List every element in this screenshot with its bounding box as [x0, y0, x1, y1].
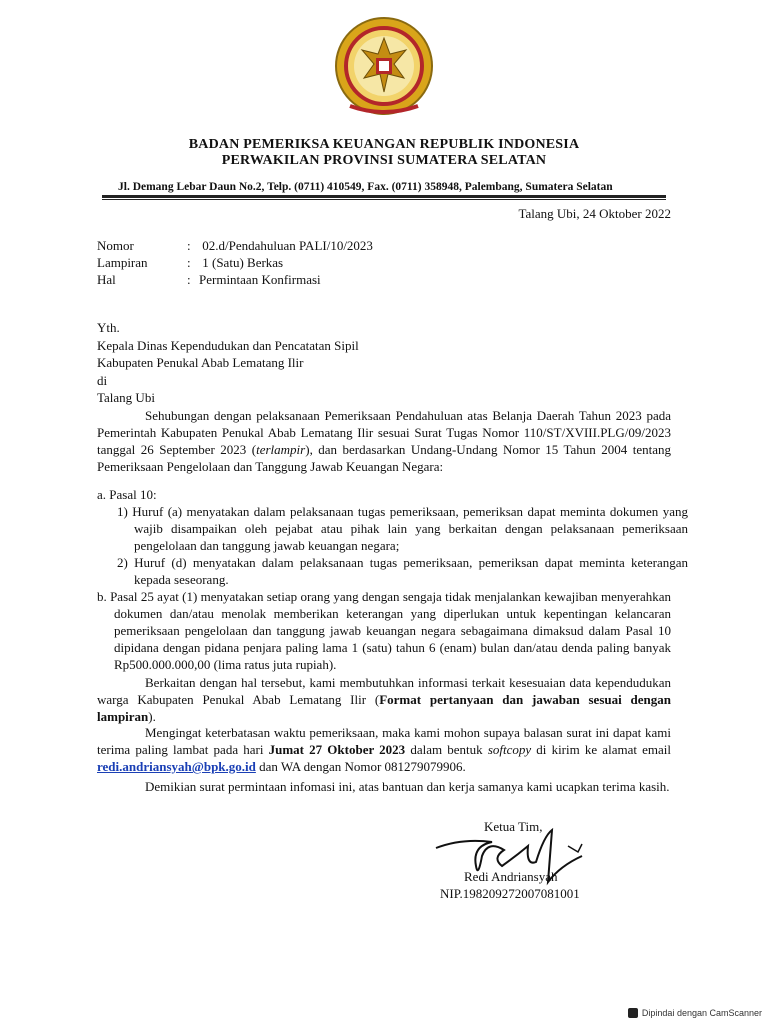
meta-nomor: Nomor : 02.d/Pendahuluan PALI/10/2023	[97, 238, 373, 253]
camscanner-icon	[628, 1008, 638, 1018]
header-address: Jl. Demang Lebar Daun No.2, Telp. (0711) 410549, Fax. (0711) 358948, Palembang, Sumatera Selatan	[118, 181, 613, 193]
signature-nip: NIP.198209272007081001	[440, 886, 580, 901]
recipient-line: Yth.	[97, 320, 120, 335]
list-item-a2: 2) Huruf (d) menyatakan dalam pelaksanaan tugas pemeriksaan, pemeriksan dapat meminta keterangan kepada seseorang.	[117, 555, 688, 587]
list-item-b: b. Pasal 25 ayat (1) menyatakan setiap orang yang dengan sengaja tidak menjalankan kewajiban menyerahkan dokumen dan/atau menolak memberikan keterangan yang diperlukan untuk kepentingan kelancaran pemeriksaan pengelolaan dan tanggung jawab keuangan negara sebagaimana dimaksud dalam Pasal 10 dipidana dengan pidana penjara paling lama 1 (satu) tahun 6 (enam) bulan dan/atau denda paling banyak Rp500.000.000,00 (lima ratus juta rupiah).	[97, 589, 671, 672]
header-rule-thin	[102, 199, 666, 200]
signature-name: Redi Andriansyah	[464, 869, 558, 884]
camscanner-watermark: Dipindai dengan CamScanner	[628, 1008, 762, 1018]
bpk-seal-logo	[332, 14, 436, 122]
recipient-line: di	[97, 372, 108, 388]
closing-paragraph: Demikian surat permintaan infomasi ini, atas bantuan dan kerja samanya kami ucapkan terima kasih.	[145, 779, 670, 794]
list-item-a: a. Pasal 10:	[97, 487, 157, 502]
header-line-1: BADAN PEMERIKSA KEUANGAN REPUBLIK INDONESIA	[188, 137, 580, 152]
header-line-2: PERWAKILAN PROVINSI SUMATERA SELATAN	[221, 153, 547, 168]
intro-paragraph: Sehubungan dengan pelaksanaan Pemeriksaan Pendahuluan atas Belanja Daerah Tahun 2023 pada Pemerintah Kabupaten Penukal Abab Lematang Ilir sesuai Surat Tugas Nomor 110/ST/XVIII.PLG/09/2023 tanggal 26 September 2023 (terlampir), dan berdasarkan Undang-Undang Nomor 15 Tahun 2004 tentang Pemeriksaan Pengelolaan dan Tanggung Jawab Keuangan Negara:	[97, 408, 672, 474]
meta-lampiran: Lampiran : 1 (Satu) Berkas	[97, 255, 284, 270]
email-link[interactable]: redi.andriansyah@bpk.go.id	[97, 759, 256, 774]
recipient-line: Kepala Dinas Kependudukan dan Pencatatan Sipil	[97, 337, 359, 353]
paragraph-2: Berkaitan dengan hal tersebut, kami membutuhkan informasi terkait kesesuaian data kependudukan warga Kabupaten Penukal Abab Lematang Ilir (Format pertanyaan dan jawaban sesuai dengan lampiran).	[97, 675, 671, 724]
signature-role: Ketua Tim,	[484, 819, 543, 834]
paragraph-3: Mengingat keterbatasan waktu pemeriksaan, maka kami mohon supaya balasan surat ini dapat kami terima paling lambat pada hari Jumat 27 Oktober 2023 dalam bentuk softcopy di kirim ke alamat email redi.andriansyah@bpk.go.id dan WA dengan Nomor 081279079906.	[97, 725, 671, 774]
recipient-block	[97, 319, 359, 407]
meta-hal: Hal : Permintaan Konfirmasi	[97, 272, 321, 287]
header-rule-thick	[102, 195, 666, 198]
recipient-line: Talang Ubi	[97, 390, 155, 405]
list-item-a1: 1) Huruf (a) menyatakan dalam pelaksanaan tugas pemeriksaan, pemeriksan dapat meminta dokumen yang wajib disampaikan oleh pejabat atau pihak lain yang berkaitan dengan pelaksanaan pemeriksaan pengelolaan dan tanggung jawab keuangan negara;	[117, 504, 688, 553]
letter-date: Talang Ubi, 24 Oktober 2022	[518, 206, 671, 221]
recipient-line: Kabupaten Penukal Abab Lematang Ilir	[97, 355, 304, 370]
